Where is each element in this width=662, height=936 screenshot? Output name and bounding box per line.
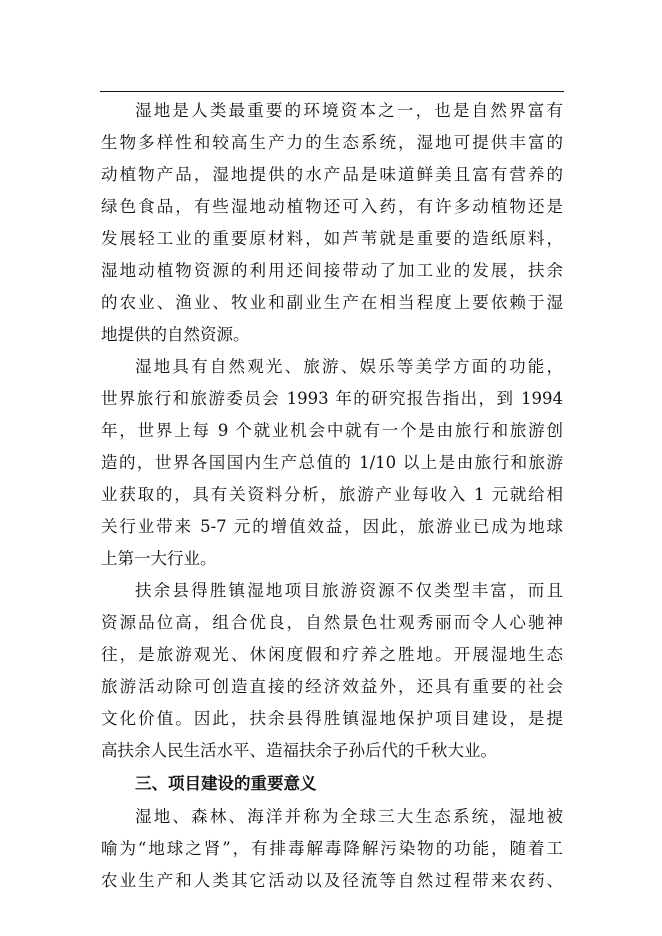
paragraph-significance xyxy=(101,801,563,897)
text-line: 的农业、渔业、牧业和副业生产在相当程度上要依赖于湿 xyxy=(101,293,563,312)
text-line: 关行业带来 5-7 元的增值效益，因此，旅游业已成为地球 xyxy=(101,517,563,536)
text-line: 湿地是人类最重要的环境资本之一，也是自然界富有 xyxy=(135,101,563,120)
section-heading: 三、项目建设的重要意义 xyxy=(135,774,317,793)
text-line: 业获取的，具有关资料分析，旅游产业每收入 1 元就给相 xyxy=(101,485,563,504)
text-line: 绿色食品，有些湿地动植物还可入药，有许多动植物还是 xyxy=(101,197,563,216)
text-line: 生物多样性和较高生产力的生态系统，湿地可提供丰富的 xyxy=(101,133,563,152)
text-line: 文化价值。因此，扶余县得胜镇湿地保护项目建设，是提 xyxy=(101,709,563,728)
text-line: 动植物产品，湿地提供的水产品是味道鲜美且富有营养的 xyxy=(101,165,563,184)
text-line: 湿地具有自然观光、旅游、娱乐等美学方面的功能， xyxy=(135,357,563,376)
text-line: 湿地、森林、海洋并称为全球三大生态系统，湿地被 xyxy=(135,807,563,826)
text-line: 造的，世界各国国内生产总值的 1/10 以上是由旅行和旅游 xyxy=(101,453,563,472)
text-line: 发展轻工业的重要原材料，如芦苇就是重要的造纸原料， xyxy=(101,229,563,248)
text-line: 资源品位高，组合优良，自然景色壮观秀丽而令人心驰神 xyxy=(101,613,563,632)
paragraph-project-tourism xyxy=(101,575,563,767)
text-line: 高扶余人民生活水平、造福扶余子孙后代的千秋大业。 xyxy=(101,741,497,760)
text-line: 往，是旅游观光、休闲度假和疗养之胜地。开展湿地生态 xyxy=(101,645,563,664)
header-rule xyxy=(100,91,564,92)
body-text xyxy=(101,95,563,897)
text-line: 扶余县得胜镇湿地项目旅游资源不仅类型丰富，而且 xyxy=(135,581,563,600)
text-line: 旅游活动除可创造直接的经济效益外，还具有重要的社会 xyxy=(101,677,563,696)
text-line: 年，世界上每 9 个就业机会中就有一个是由旅行和旅游创 xyxy=(101,421,563,440)
text-line: 上第一大行业。 xyxy=(101,549,217,568)
text-line: 世界旅行和旅游委员会 1993 年的研究报告指出，到 1994 xyxy=(101,389,563,408)
text-line: 地提供的自然资源。 xyxy=(101,325,250,344)
paragraph-tourism xyxy=(101,351,563,575)
text-line: 农业生产和人类其它活动以及径流等自然过程带来农药、 xyxy=(101,871,563,890)
text-line: 湿地动植物资源的利用还间接带动了加工业的发展，扶余 xyxy=(101,261,563,280)
text-line: 喻为“地球之肾”，有排毒解毒降解污染物的功能，随着工 xyxy=(101,839,563,858)
paragraph-wetland-resources xyxy=(101,95,563,351)
